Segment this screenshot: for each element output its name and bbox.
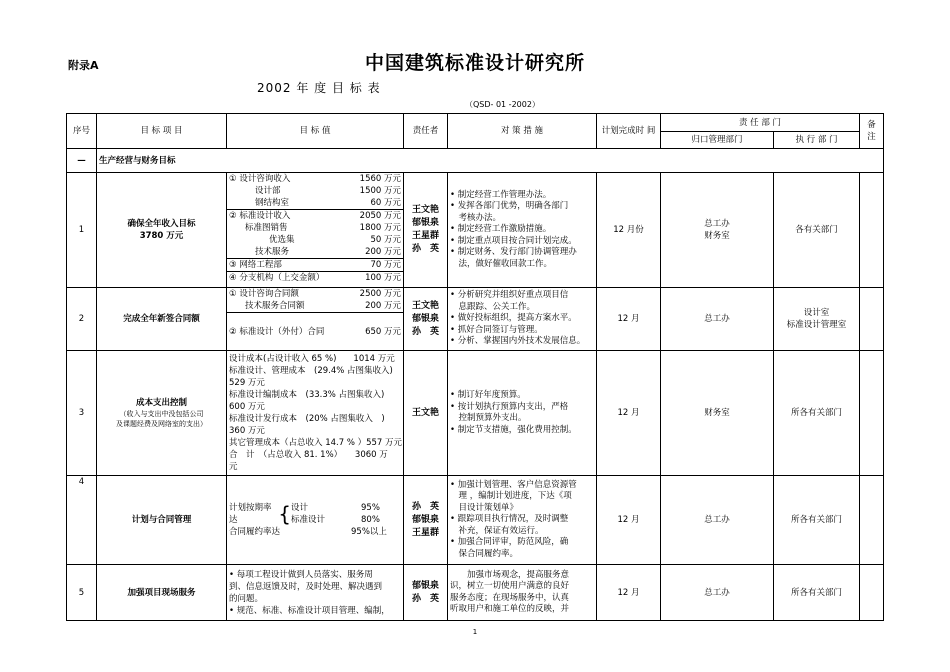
section-label: 生产经营与财务目标 <box>97 149 884 173</box>
section-mark: — <box>67 149 97 173</box>
target-line: 技术服务合同额 200 万元 <box>227 300 403 313</box>
target-line: ④ 分支机构（上交金额） 100 万元 <box>229 273 401 283</box>
row-seq: 5 <box>67 565 97 621</box>
appendix-label: 附录A <box>68 59 99 72</box>
target-line: ② 标准设计收入 2050 万元 <box>229 211 401 221</box>
target-line: 标准图销售 1800 万元 <box>245 223 401 233</box>
row-owners: 王文艳 郁银泉 王星群 孙 英 <box>404 173 448 288</box>
row-targets <box>227 476 404 565</box>
row-time: 12 月 <box>597 351 661 476</box>
header-measures: 对 策 措 施 <box>448 114 597 149</box>
table-row <box>67 476 884 565</box>
table-row <box>67 351 884 476</box>
row-targets: • 每项工程设计做到人员落实、服务周 到、信息返馈及时，及时处理、解决遇到 的问题。 • 规范、标准、标准设计项目管理、编制， <box>227 565 404 621</box>
row-targets: 设计成本(占设计收入 65 %) 1014 万元 标准设计、管理成本 (29.4% 占图集收入) 529 万元 标准设计编制成本 (33.3% 占图集收入) 600 万元 标准设计发行成本 (20% 占图集收入 ) 360 万元 其它管理成本（占总收入 14.7 % ）557 万元 合 计 （占总收入 81. 1%） 3060 万 元 <box>227 351 404 476</box>
row-owners: 孙 英 郁银泉 王星群 <box>404 476 448 565</box>
row-dept-mgmt: 总工办 <box>661 476 774 565</box>
header-dept-exec: 执 行 部 门 <box>774 132 860 149</box>
row-dept-exec: 各有关部门 <box>774 173 860 288</box>
table-row <box>67 288 884 351</box>
row-owners: 王文艳 <box>404 351 448 476</box>
row-item-sub: 3780 万元 <box>139 231 184 241</box>
row-item-title: 确保全年收入目标 <box>127 219 196 229</box>
row-item: 加强项目现场服务 <box>97 565 227 621</box>
row-seq: 1 <box>67 173 97 288</box>
row-measures: 加强市场观念，提高服务意 识，树立一切使用户满意的良好 服务态度；在现场服务中，认真 听取用户和施工单位的反映，并 <box>448 565 597 621</box>
row-dept-exec: 设计室 标准设计管理室 <box>774 288 860 351</box>
header-value: 目 标 值 <box>227 114 404 149</box>
goal-table <box>66 113 884 621</box>
row-item <box>97 173 227 288</box>
row-owners: 郁银泉 孙 英 <box>404 565 448 621</box>
target-line: ② 标准设计（外付）合同 650 万元 <box>229 327 401 337</box>
row-item <box>97 351 227 476</box>
row-seq: 3 <box>67 351 97 476</box>
header-seq: 序号 <box>67 114 97 149</box>
row-dept-mgmt: 总工办 <box>661 288 774 351</box>
row-time: 12 月 <box>597 288 661 351</box>
row-note <box>860 351 884 476</box>
row-measures: • 分析研究并组织好重点项目信 息跟踪、公关工作。 • 做好投标组织，提高方案水平。 • 抓好合同签订与管理。 • 分析、掌握国内外技术发展信息。 <box>448 288 597 351</box>
section-row <box>67 149 884 173</box>
row-note <box>860 288 884 351</box>
row-measures: • 制定经营工作管理办法。 • 发挥各部门优势，明确各部门 考核办法。 • 制定经营工作激励措施。 • 制定重点项目按合同计划完成。 • 制定财务、发行部门协调管理办 法，做好催收回款工作。 <box>448 173 597 288</box>
header-item: 目 标 项 目 <box>97 114 227 149</box>
header-row <box>67 114 884 132</box>
row-dept-mgmt: 总工办 财务室 <box>661 173 774 288</box>
target-line: ③ 网络工程部 70 万元 <box>229 260 401 270</box>
table-subtitle: 2002 年 度 目 标 表 <box>257 81 381 95</box>
target-line: 优选集 50 万元 <box>269 235 401 245</box>
row-seq: 4 <box>67 476 97 565</box>
row-dept-exec: 所各有关部门 <box>774 351 860 476</box>
row-dept-mgmt: 财务室 <box>661 351 774 476</box>
header-dept-mgmt: 归口管理部门 <box>661 132 774 149</box>
target-line: 钢结构室 60 万元 <box>227 197 403 210</box>
header-note: 备 注 <box>860 114 884 149</box>
row-time: 12 月 <box>597 565 661 621</box>
page-title: 中国建筑标准设计研究所 <box>364 52 585 74</box>
table-row <box>67 565 884 621</box>
row-time: 12 月 <box>597 476 661 565</box>
row-time: 12 月份 <box>597 173 661 288</box>
row-item-title: 成本支出控制 <box>135 398 187 408</box>
contract-rate: 合同履约率达 95%以上 <box>229 527 387 537</box>
row-note <box>860 476 884 565</box>
row-note <box>860 565 884 621</box>
row-item: 计划与合同管理 <box>97 476 227 565</box>
table-row <box>67 173 884 288</box>
row-dept-exec: 所各有关部门 <box>774 476 860 565</box>
page-number: 1 <box>472 628 478 636</box>
row-dept-exec: 所各有关部门 <box>774 565 860 621</box>
row-measures: • 制订好年度预算。 • 按计划执行预算内支出，严格 控制预算外支出。 • 制定节支措施，强化费用控制。 <box>448 351 597 476</box>
target-line: ① 设计咨询合同额 2500 万元 <box>229 289 401 299</box>
row-measures: • 加强计划管理、客户信息资源管 理 ，编制计划进度，下达《项 目设计策划单》 • 跟踪项目执行情况，及时调整 补充，保证有效运行。 • 加强合同评审，防范风险，确 保合同履约率。 <box>448 476 597 565</box>
header-owner: 责任者 <box>404 114 448 149</box>
header-time: 计划完成时 间 <box>597 114 661 149</box>
row-owners: 王文艳 郁银泉 孙 英 <box>404 288 448 351</box>
row-targets <box>227 173 404 288</box>
target-line: ① 设计咨询收入 1560 万元 <box>229 174 401 184</box>
row-targets <box>227 288 404 351</box>
brace-icon: { <box>278 502 291 526</box>
row-item-sub2: 及课题经费及网络室的支出） <box>116 420 207 428</box>
plan-rate: 计划按期率达 { 设计 95% 标准设计 80% <box>229 502 380 526</box>
row-seq: 2 <box>67 288 97 351</box>
document-code: （QSD- 01 -2002） <box>465 100 540 109</box>
row-item-sub: （收入与支出中没包括公司 <box>119 410 204 418</box>
header-dept: 责 任 部 门 <box>661 114 860 132</box>
row-item: 完成全年新签合同额 <box>97 288 227 351</box>
target-line: 技术服务 200 万元 <box>227 246 403 259</box>
row-note <box>860 173 884 288</box>
target-line: 设计部 1500 万元 <box>255 186 401 196</box>
row-dept-mgmt: 总工办 <box>661 565 774 621</box>
